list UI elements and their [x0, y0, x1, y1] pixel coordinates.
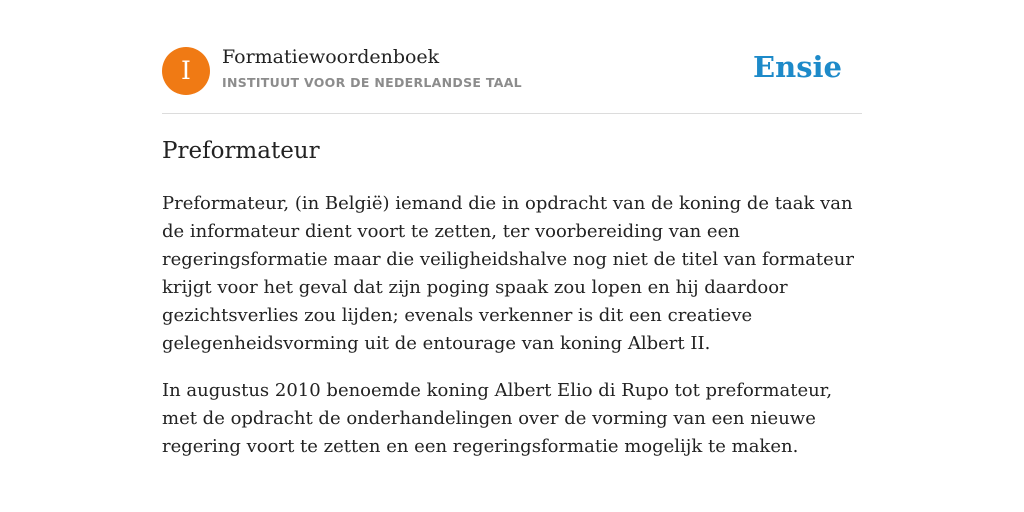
definition-paragraph: In augustus 2010 benoemde koning Albert Elio di Rupo tot preformateur, met de opdracht de onderhandelingen over de vorming van een nieuwe regering voort te zetten en een regeringsformatie mogelijk te maken. — [162, 380, 833, 457]
source-header — [162, 0, 862, 114]
definition-paragraph: Preformateur, (in België) iemand die in opdracht van de koning de taak van de informateur dient voort te zetten, ter voorbereiding van een regeringsformatie maar die veiligheidshalve nog niet de titel van formateur krijgt voor het geval dat zijn poging spaak zou lopen en hij daardoor gezichtsverlies zou lijden; evenals verkenner is dit een creatieve gelegenheidsvorming uit de entourage van koning Albert II. — [162, 193, 855, 354]
source-subtitle: INSTITUUT VOOR DE NEDERLANDSE TAAL — [222, 75, 522, 90]
source-title[interactable]: Formatiewoordenboek — [222, 46, 440, 68]
entry-term: Preformateur — [162, 138, 320, 164]
source-avatar[interactable]: I — [162, 47, 210, 95]
ensie-logo[interactable]: Ensie — [753, 50, 842, 84]
entry-card — [162, 0, 862, 457]
